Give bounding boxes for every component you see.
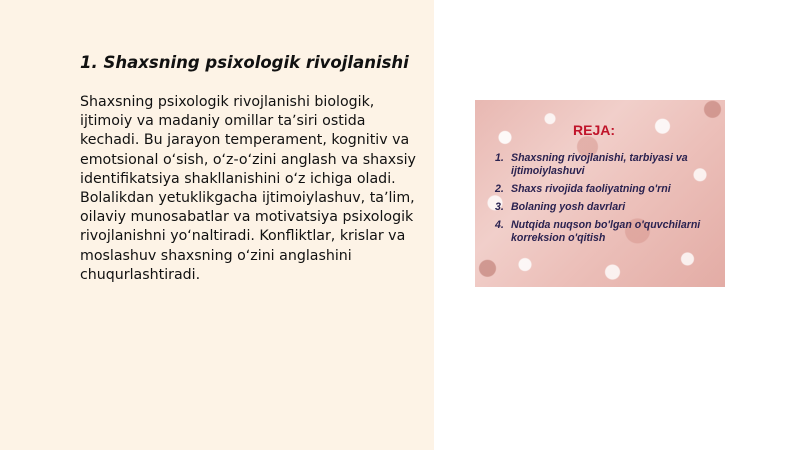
- reja-item-text: Bolaning yosh davrlari: [511, 201, 626, 213]
- reja-list-item: [495, 183, 717, 196]
- reja-item-text: Shaxs rivojida faoliyatning o'rni: [511, 183, 671, 195]
- reja-item-number: 3.: [495, 201, 504, 213]
- slide-title: 1. Shaxsning psixologik rivojlanishi: [80, 53, 409, 72]
- reja-item-text: Shaxsning rivojlanishi, tarbiyasi va ijtimoiylashuvi: [511, 152, 688, 177]
- reja-list-item: [495, 152, 717, 178]
- reja-item-number: 4.: [495, 219, 504, 231]
- reja-title: REJA:: [573, 122, 616, 138]
- reja-item-text: Nutqida nuqson bo'lgan o'quvchilarni korreksion o'qitish: [511, 219, 701, 244]
- reja-plan-image: [475, 100, 725, 287]
- reja-list-item: [495, 201, 717, 214]
- reja-item-number: 1.: [495, 152, 504, 164]
- reja-list-item: [495, 219, 717, 245]
- reja-list: [495, 152, 717, 250]
- reja-item-number: 2.: [495, 183, 504, 195]
- slide-body-text: Shaxsning psixologik rivojlanishi biologik, ijtimoiy va madaniy omillar taʼsiri ostida kechadi. Bu jarayon temperament, kognitiv va emotsional oʻsish, oʻz-oʻzini anglash va shaxsiy identifikatsiya shakllanishini oʻz ichiga oladi. Bolalikdan yetuklikgacha ijtimoiylashuv, taʼlim, oilaviy munosabatlar va motivatsiya psixologik rivojlanishni yoʻnaltiradi. Konfliktlar, krislar va moslashuv shaxsning oʻzini anglashini chuqurlashtiradi.: [80, 94, 416, 283]
